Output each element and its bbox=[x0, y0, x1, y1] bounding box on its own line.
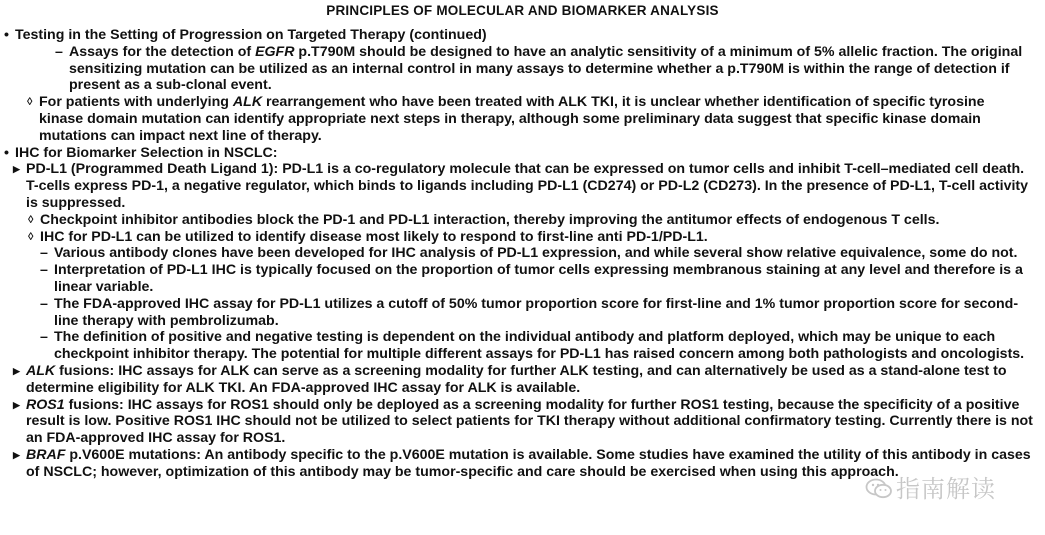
dash-marker: – bbox=[40, 295, 48, 312]
pdl1-dash-4-text: The definition of positive and negative testing is dependent on the individual antibody and platform deployed, which may be unique to each checkpoint inhibitor therapy. The potential for multiple different assays for PD-L1 has raised concern among both pathologists and oncologists. bbox=[54, 329, 1025, 363]
egfr-text-pre: Assays for the detection of bbox=[69, 43, 256, 60]
dash-marker: – bbox=[55, 43, 63, 60]
watermark-text: 指南解读 bbox=[896, 475, 996, 503]
page-title: PRINCIPLES OF MOLECULAR AND BIOMARKER ANALYSIS bbox=[326, 3, 719, 18]
braf-text: p.V600E mutations: An antibody specific to the p.V600E mutation is available. Some studies have examined the utility of this antibody in cases of NSCLC; however, optimization of this antibody may be tumor-specific and care should be exercised when using this approach. bbox=[26, 446, 1031, 480]
pdl1-diamond-1 bbox=[26, 212, 1036, 229]
arrow-marker: ▶ bbox=[13, 164, 20, 175]
arrow-marker: ▶ bbox=[13, 449, 20, 460]
diamond-marker: ◊ bbox=[28, 230, 34, 243]
arrow-marker: ▶ bbox=[13, 399, 20, 410]
pdl1-dash-2-text: Interpretation of PD-L1 IHC is typically focused on the proportion of tumor cells expressing membranous staining at any level and therefore is a linear variable. bbox=[54, 262, 1023, 295]
wechat-logo-icon bbox=[865, 477, 893, 501]
egfr-dash-item bbox=[15, 44, 1045, 94]
pdl1-diamond-2-text: IHC for PD-L1 can be utilized to identify disease most likely to respond to first-line anti PD-1/PD-L1. bbox=[40, 228, 708, 245]
alk-progression-text-pre: For patients with underlying bbox=[39, 94, 233, 111]
bullet-marker: • bbox=[4, 144, 9, 161]
pdl1-dash-1 bbox=[26, 245, 1036, 262]
pdl1-dash-2 bbox=[26, 262, 1036, 296]
pdl1-dash-1-text: Various antibody clones have been developed for IHC analysis of PD-L1 expression, and while several show relative equivalence, some do not. bbox=[54, 245, 1018, 262]
diamond-marker: ◊ bbox=[28, 213, 34, 226]
alk-progression-diamond-item bbox=[15, 94, 1024, 144]
alk-fusions-text: fusions: IHC assays for ALK can serve as a screening modality for further ALK testing, and can alternatively be used as a stand-alone test to determine eligibility for ALK TKI. An FDA-approved IHC assay for ALK is available. bbox=[26, 362, 1007, 396]
braf-gene: BRAF bbox=[26, 446, 66, 463]
arrow-marker: ▶ bbox=[13, 365, 20, 376]
alk-progression-text-post: rearrangement who have been treated with ALK TKI, it is unclear whether identification of specific tyrosine kinase domain mutation can identify appropriate next steps in therapy, although some preliminary data suggest that specific kinase domain mutations can impact next line of therapy. bbox=[39, 94, 985, 144]
alk-fusions-gene: ALK bbox=[26, 362, 56, 379]
ros1-fusions-text: fusions: IHC assays for ROS1 should only be deployed as a screening modality for further ROS1 testing, because the specificity of a positive result is low. Positive ROS1 IHC should not be utilized to select patients for TKI therapy without additional confirmatory testing. Currently there is not an FDA-approved IHC assay for ROS1. bbox=[26, 396, 1033, 447]
pdl1-item bbox=[15, 161, 1036, 363]
bullet-marker: • bbox=[4, 27, 9, 43]
section-heading: IHC for Biomarker Selection in NSCLC: bbox=[15, 144, 278, 161]
ros1-fusions-gene: ROS1 bbox=[26, 396, 65, 413]
section-heading: Testing in the Setting of Progression on Targeted Therapy (continued) bbox=[15, 27, 487, 43]
pdl1-diamond-2 bbox=[26, 229, 1036, 246]
pdl1-dash-3-text: The FDA-approved IHC assay for PD-L1 utilizes a cutoff of 50% tumor proportion score for first-line and 1% tumor proportion score for second-line therapy with pembrolizumab. bbox=[54, 295, 1019, 329]
alk-fusions-item bbox=[15, 363, 1036, 397]
wechat-watermark bbox=[865, 474, 1015, 504]
section-ihc bbox=[0, 145, 1045, 481]
dash-marker: – bbox=[40, 245, 48, 262]
egfr-gene-name: EGFR bbox=[255, 43, 295, 60]
section-progression bbox=[0, 27, 1045, 145]
alk-gene-name: ALK bbox=[232, 94, 263, 111]
pdl1-text: PD-L1 (Programmed Death Ligand 1): PD-L1 is a co-regulatory molecule that can be expressed on tumor cells and inhibit T-cell–mediated cell death. T-cells express PD-1, a negative regulator, which binds to ligands including PD-L1 (CD274) or PD-L2 (CD273). In the presence of PD-L1, T-cell activity is suppressed. bbox=[26, 161, 1029, 211]
pdl1-dash-4 bbox=[26, 329, 1036, 363]
pdl1-dash-3 bbox=[26, 296, 1036, 330]
ros1-fusions-item bbox=[15, 397, 1036, 447]
dash-marker: – bbox=[40, 262, 48, 279]
pdl1-diamond-1-text: Checkpoint inhibitor antibodies block the PD-1 and PD-L1 interaction, thereby improving the antitumor effects of endogenous T cells. bbox=[40, 211, 940, 228]
diamond-marker: ◊ bbox=[27, 96, 33, 109]
egfr-text-post: p.T790M should be designed to have an analytic sensitivity of a minimum of 5% allelic fraction. The original sensitizing mutation can be utilized as an internal control in many assays to determine whether a p.T790M is within the range of detection if present as a sub-clonal event. bbox=[69, 43, 1023, 94]
dash-marker: – bbox=[40, 329, 48, 346]
